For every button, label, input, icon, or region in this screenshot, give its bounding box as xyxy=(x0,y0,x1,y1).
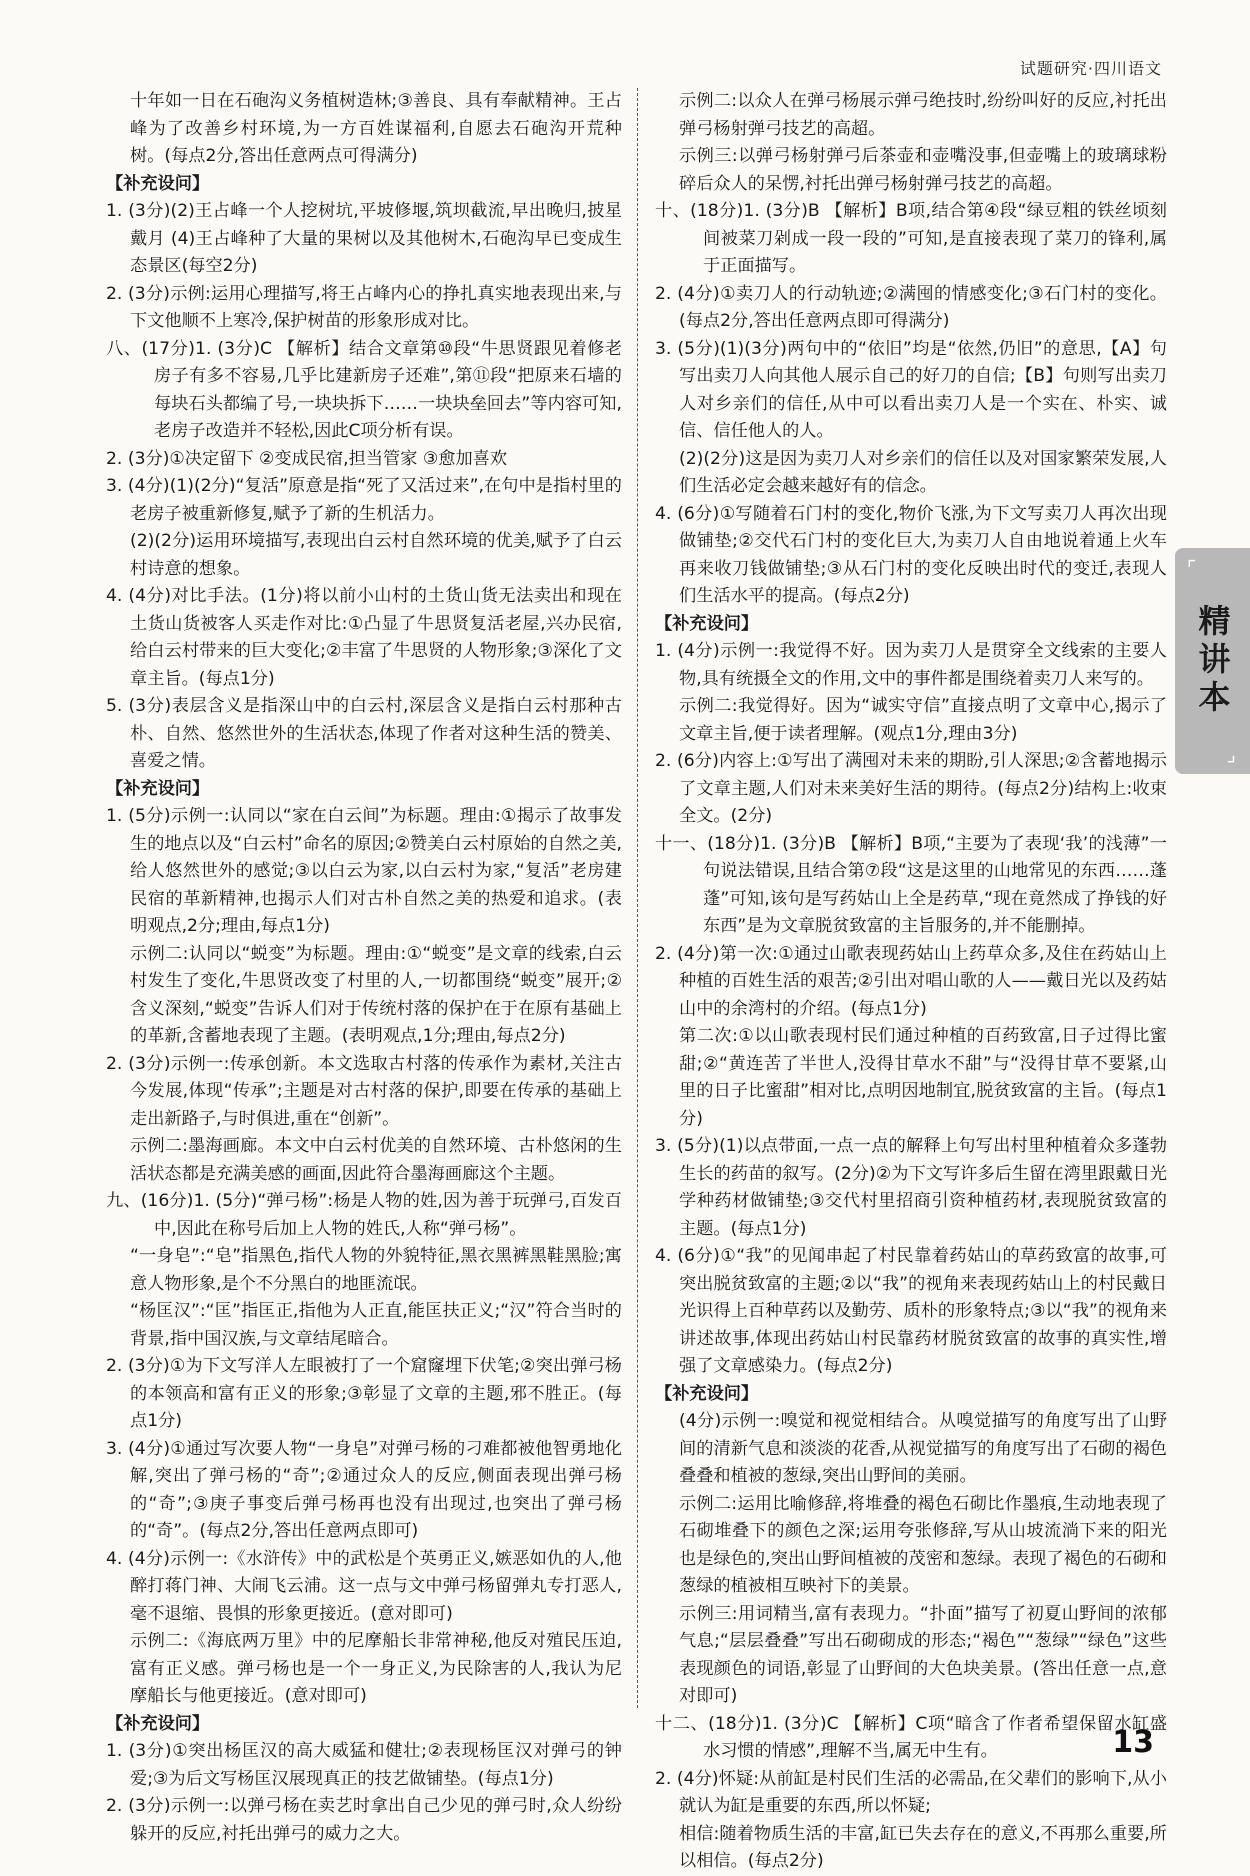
answer-paragraph: 1. (3分)(2)王占峰一个人挖树坑,平坡修堰,筑坝截流,早出晚归,披星戴月 (4)王占峰种了大量的果树以及其他树木,石砲沟早已变成生态景区(每空2分) xyxy=(106,201,622,276)
answer-paragraph: 示例二:认同以“蜕变”为标题。理由:①“蜕变”是文章的线索,白云村发生了变化,牛思贤改变了村里的人,一切都围绕“蜕变”展开;②含义深刻,“蜕变”告诉人们对于传统村落的保护在于在原有基础上的革新,含蓄地表现了主题。(表明观点,1分;理由,每点2分) xyxy=(130,943,622,1046)
answer-paragraph: 示例三:以弹弓杨射弹弓后茶壶和壶嘴没事,但壶嘴上的玻璃球粉碎后众人的呆愣,衬托出弹弓杨射弹弓技艺的高超。 xyxy=(679,146,1167,194)
answer-paragraph: 十一、(18分)1. (3分)B 【解析】B项,“主要为了表现‘我’的浅薄”一句说法错误,且结合第⑦段“这是这里的山地常见的东西……蓬蓬”可知,该句是写药姑山上全是药草,“现在竟然成了挣钱的好东西”是为文章脱贫致富的主旨服务的,并不能删掉。 xyxy=(655,833,1167,936)
answer-paragraph: (2)(2分)这是因为卖刀人对乡亲们的信任以及对国家繁荣发展,人们生活必定会越来越好有的信念。 xyxy=(679,448,1167,496)
answer-paragraph: 2. (3分)示例一:传承创新。本文选取古村落的传承作为素材,关注古今发展,体现“传承”;主题是对古村落的保护,即要在传承的基础上走出新路子,与时俱进,重在“创新”。 xyxy=(106,1053,622,1129)
answer-paragraph: 示例二:墨海画廊。本文中白云村优美的自然环境、古朴悠闲的生活状态都是充满美感的画面,因此符合墨海画廊这个主题。 xyxy=(130,1136,622,1184)
answer-paragraph: 十年如一日在石砲沟义务植树造林;③善良、具有奉献精神。王占峰为了改善乡村环境,为一方百姓谋福利,自愿去石砲沟开荒种树。(每点2分,答出任意两点可得满分) xyxy=(130,91,622,166)
tab-corner-mark-icon: ⌟ xyxy=(1226,742,1236,766)
answer-paragraph: “一身皂”:“皂”指黑色,指代人物的外貌特征,黑衣黑裤黑鞋黑脸;寓意人物形象,是个不分黑白的地匪流氓。 xyxy=(130,1246,622,1294)
answer-paragraph: 3. (4分)(1)(2分)“复活”原意是指“死了又活过来”,在句中是指村里的老房子被重新修复,赋予了新的生机活力。 xyxy=(106,476,622,524)
side-tab-label: 精讲本 xyxy=(1193,604,1232,718)
answer-paragraph: 第二次:①以山歌表现村民们通过种植的百药致富,日子过得比蜜甜;②“黄连苦了半世人,没得甘草水不甜”与“没得甘草不要紧,山里的日子比蜜甜”相对比,点明因地制宜,脱贫致富的主旨。(每点1分) xyxy=(679,1026,1167,1129)
answer-paragraph: 1. (4分)示例一:我觉得不好。因为卖刀人是贯穿全文线索的主要人物,具有统摄全文的作用,文中的事件都是围绕着卖刀人来写的。 xyxy=(655,641,1167,689)
answer-paragraph: 2. (4分)①卖刀人的行动轨迹;②满囤的情感变化;③石门村的变化。(每点2分,答出任意两点即可得满分) xyxy=(655,283,1167,331)
answer-paragraph: 示例二:《海底两万里》中的尼摩船长非常神秘,他反对殖民压迫,富有正义感。弹弓杨也是一个一身正义,为民除害的人,我认为尼摩船长与他更接近。(意对即可) xyxy=(130,1631,622,1706)
answer-paragraph: 1. (5分)示例一:认同以“家在白云间”为标题。理由:①揭示了故事发生的地点以及“白云村”命名的原因;②赞美白云村原始的自然之美,给人悠然世外的感觉;③以白云为家,以白云村为家,“复活”老房建民宿的革新精神,也揭示人们对古朴自然之美的热爱和追求。(表明观点,2分;理由,每点1分) xyxy=(106,806,622,936)
answer-paragraph: 2. (3分)①决定留下 ②变成民宿,担当管家 ③愈加喜欢 xyxy=(106,448,508,469)
section-heading: 【补充设问】 xyxy=(655,613,759,634)
answer-paragraph: 2. (3分)示例一:以弹弓杨在卖艺时拿出自己少见的弹弓时,众人纷纷躲开的反应,衬托出弹弓的威力之大。 xyxy=(106,1796,622,1844)
answer-paragraph: 2. (4分)怀疑:从前缸是村民们生活的必需品,在父辈们的影响下,从小就认为缸是重要的东西,所以怀疑; xyxy=(655,1768,1167,1816)
answer-paragraph: 十二、(18分)1. (3分)C 【解析】C项“暗含了作者希望保留水缸盛水习惯的情感”,理解不当,属无中生有。 xyxy=(655,1713,1167,1761)
answer-paragraph: 3. (5分)(1)以点带面,一点一点的解释上句写出村里种植着众多蓬勃生长的药苗的叙写。(2分)②为下文写许多后生留在湾里跟戴日光学种药材做铺垫;③交代村里招商引资种植药材,表现脱贫致富的主题。(每点1分) xyxy=(655,1136,1167,1239)
answer-paragraph: 2. (6分)内容上:①写出了满囤对未来的期盼,引人深思;②含蓄地揭示了文章主题,人们对未来美好生活的期待。(每点2分)结构上:收束全文。(2分) xyxy=(655,751,1167,826)
running-header: 试题研究·四川语文 xyxy=(1019,59,1162,78)
section-heading: 【补充设问】 xyxy=(655,1383,759,1404)
answer-paragraph: (2)(2分)运用环境描写,表现出白云村自然环境的优美,赋予了白云村诗意的想象。 xyxy=(130,531,622,579)
answer-paragraph: (4分)示例一:嗅觉和视觉相结合。从嗅觉描写的角度写出了山野间的清新气息和淡淡的花香,从视觉描写的角度写出了石砌的褐色叠叠和植被的葱绿,突出山野间的美丽。 xyxy=(679,1411,1167,1486)
answer-paragraph: 1. (3分)①突出杨匡汉的高大威猛和健壮;②表现杨匡汉对弹弓的钟爱;③为后文写杨匡汉展现真正的技艺做铺垫。(每点1分) xyxy=(106,1741,622,1789)
section-heading: 【补充设问】 xyxy=(106,778,210,799)
side-tab xyxy=(1175,548,1250,774)
left-column xyxy=(106,88,622,1848)
answer-paragraph: 3. (5分)(1)(3分)两句中的“依旧”均是“依然,仍旧”的意思,【A】句写出卖刀人向其他人展示自己的好刀的自信;【B】句则写出卖刀人对乡亲们的信任,从中可以看出卖刀人是一个实在、朴实、诚信、信任他人的人。 xyxy=(655,338,1167,441)
answer-paragraph: 4. (4分)示例一:《水浒传》中的武松是个英勇正义,嫉恶如仇的人,他醉打蒋门神、大闹飞云浦。这一点与文中弹弓杨留弹丸专打恶人,毫不退缩、畏惧的形象更接近。(意对即可) xyxy=(106,1548,622,1624)
answer-paragraph: 九、(16分)1. (5分)“弹弓杨”:杨是人物的姓,因为善于玩弹弓,百发百中,因此在称号后加上人物的姓氏,人称“弹弓杨”。 xyxy=(106,1191,622,1239)
answer-paragraph: 示例二:运用比喻修辞,将堆叠的褐色石砌比作墨痕,生动地表现了石砌堆叠下的颜色之深;运用夸张修辞,写从山坡流淌下来的阳光也是绿色的,突出山野间植被的茂密和葱绿。表现了褐色的石砌和葱绿的植被相互映衬下的美景。 xyxy=(679,1493,1167,1596)
answer-paragraph: 3. (4分)①通过写次要人物“一身皂”对弹弓杨的刁难都被他智勇地化解,突出了弹弓杨的“奇”;②通过众人的反应,侧面表现出弹弓杨的“奇”;③庚子事变后弹弓杨再也没有出现过,也突出了弹弓杨的“奇”。(每点2分,答出任意两点即可) xyxy=(106,1438,622,1541)
answer-paragraph: 4. (6分)①写随着石门村的变化,物价飞涨,为下文写卖刀人再次出现做铺垫;②交代石门村的变化巨大,为卖刀人自由地说着通上火车再来收刀钱做铺垫;③从石门村的变化反映出时代的变迁,表现人们生活水平的提高。(每点2分) xyxy=(655,503,1167,606)
right-column xyxy=(655,88,1167,1876)
answer-paragraph: 示例三:用词精当,富有表现力。“扑面”描写了初夏山野间的浓郁气息;“层层叠叠”写出石砌砌成的形态;“褐色”“葱绿”“绿色”这些表现颜色的词语,彰显了山野间的大色块美景。(答出任意一点,意对即可) xyxy=(679,1603,1167,1706)
answer-paragraph: 2. (3分)①为下文写洋人左眼被打了一个窟窿埋下伏笔;②突出弹弓杨的本领高和富有正义的形象;③彰显了文章的主题,邪不胜正。(每点1分) xyxy=(106,1356,622,1431)
answer-paragraph: 示例二:以众人在弹弓杨展示弹弓绝技时,纷纷叫好的反应,衬托出弹弓杨射弹弓技艺的高超。 xyxy=(679,91,1167,139)
page-number: 13 xyxy=(1112,1725,1154,1760)
answer-paragraph: 5. (3分)表层含义是指深山中的白云村,深层含义是指白云村那种古朴、自然、悠然世外的生活状态,体现了作者对这种生活的赞美、喜爱之情。 xyxy=(106,696,622,771)
section-heading: 【补充设问】 xyxy=(106,1713,210,1734)
answer-paragraph: 2. (3分)示例:运用心理描写,将王占峰内心的挣扎真实地表现出来,与下文他顺不上寒冷,保护树苗的形象形成对比。 xyxy=(106,283,622,331)
answer-paragraph: 示例二:我觉得好。因为“诚实守信”直接点明了文章中心,揭示了文章主旨,便于读者理解。(观点1分,理由3分) xyxy=(679,696,1167,744)
answer-paragraph: 4. (6分)①“我”的见闻串起了村民靠着药姑山的草药致富的故事,可突出脱贫致富的主题;②以“我”的视角来表现药姑山上的村民戴日光识得上百种草药以及勤劳、质朴的形象特点;③以“我”的视角来讲述故事,体现出药姑山村民靠药材脱贫致富的故事的真实性,增强了文章感染力。(每点2分) xyxy=(655,1246,1167,1376)
section-heading: 【补充设问】 xyxy=(106,173,210,194)
tab-corner-mark-icon: ⌜ xyxy=(1187,556,1197,580)
column-divider xyxy=(637,88,638,1708)
answer-paragraph: 十、(18分)1. (3分)B 【解析】B项,结合第④段“绿豆粗的铁丝顷刻间被菜刀剁成一段一段的”可知,是直接表现了菜刀的锋利,属于正面描写。 xyxy=(655,201,1167,276)
answer-paragraph: 4. (4分)对比手法。(1分)将以前小山村的土货山货无法卖出和现在土货山货被客人买走作对比:①凸显了牛思贤复活老屋,兴办民宿,给白云村带来的巨大变化;②丰富了牛思贤的人物形象;③深化了文章主旨。(每点1分) xyxy=(106,586,622,689)
answer-paragraph: “杨匡汉”:“匡”指匡正,指他为人正直,能匡扶正义;“汉”符合当时的背景,指中国汉族,与文章结尾暗合。 xyxy=(130,1301,622,1349)
answer-paragraph: 2. (4分)第一次:①通过山歌表现药姑山上药草众多,及住在药姑山上种植的百姓生活的艰苦;②引出对唱山歌的人——戴日光以及药姑山中的余湾村的介绍。(每点1分) xyxy=(655,943,1167,1019)
answer-paragraph: 八、(17分)1. (3分)C 【解析】结合文章第⑩段“牛思贤跟见着修老房子有多不容易,几乎比建新房子还难”,第⑪段“把原来石墙的每块石头都编了号,一块块拆下……一块块垒回去”等内容可知,老房子改造并不轻松,因此C项分析有误。 xyxy=(106,338,622,441)
answer-paragraph: 相信:随着物质生活的丰富,缸已失去存在的意义,不再那么重要,所以相信。(每点2分) xyxy=(679,1823,1167,1871)
